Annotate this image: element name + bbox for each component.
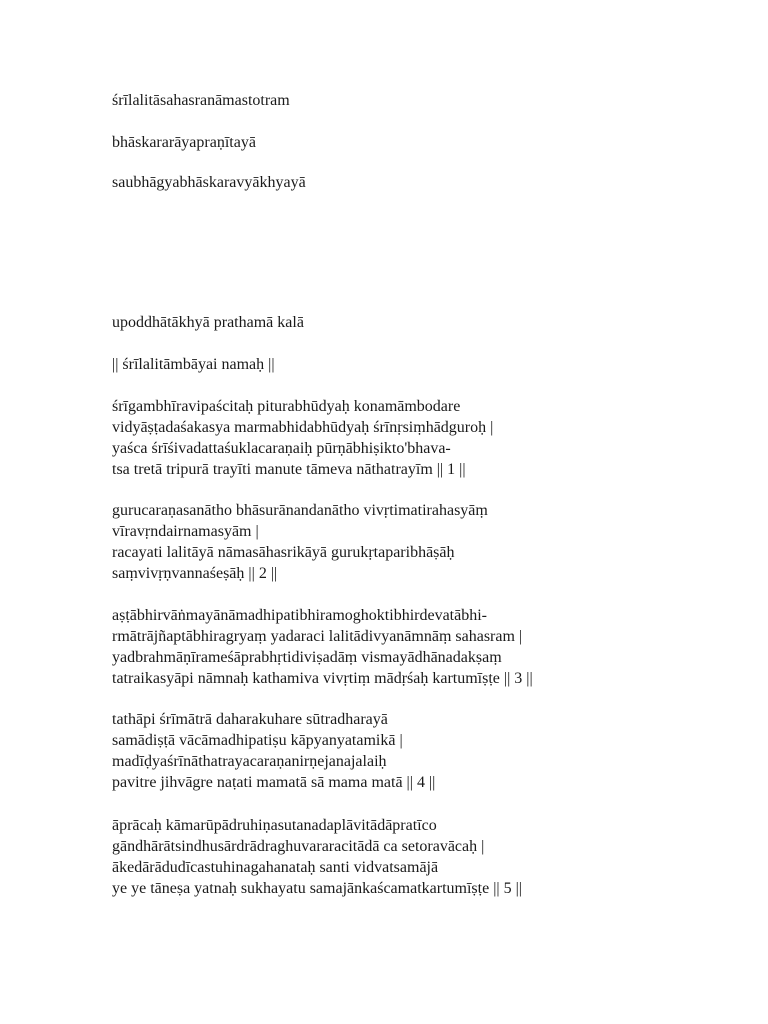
commentary-line bbox=[112, 172, 732, 193]
verse-2 bbox=[112, 500, 732, 584]
verse-line: gurucaraṇasanātho bhāsurānandanātho vivṛtimatirahasyāṃ bbox=[112, 502, 488, 519]
verse-line: yadbrahmāṇīrameśāprabhṛtidiviṣadāṃ vismayādhānadakṣaṃ bbox=[112, 649, 502, 666]
title-line: saubhāgyabhāskaravyākhyayā bbox=[112, 174, 306, 191]
verse-line: ākedārādudīcastuhinagahanataḥ santi vidvatsamājā bbox=[112, 859, 439, 876]
verse-line: tsa tretā tripurā trayīti manute tāmeva nāthatrayīm || 1 || bbox=[112, 461, 466, 478]
verse-line: samādiṣṭā vācāmadhipatiṣu kāpyanyatamikā | bbox=[112, 732, 403, 749]
author-line bbox=[112, 132, 732, 153]
verse-line: pavitre jihvāgre naṭati mamatā sā mama matā || 4 || bbox=[112, 774, 436, 791]
verse-line: ye ye tāneṣa yatnaḥ sukhayatu samajānkaścamatkartumīṣṭe || 5 || bbox=[112, 880, 522, 897]
document-title bbox=[112, 90, 732, 111]
section-heading-text: upoddhātākhyā prathamā kalā bbox=[112, 314, 304, 331]
verse-line: saṃvivṛṇvannaśeṣāḥ || 2 || bbox=[112, 565, 278, 582]
invocation bbox=[112, 354, 732, 375]
verse-line: tathāpi śrīmātrā daharakuhare sūtradharayā bbox=[112, 711, 388, 728]
verse-line: yaśca śrīśivadattaśuklacaraṇaiḥ pūrṇābhiṣikto'bhava- bbox=[112, 440, 451, 457]
verse-line: vīravṛndairnamasyām | bbox=[112, 523, 259, 540]
section-heading bbox=[112, 312, 732, 333]
verse-1 bbox=[112, 396, 732, 480]
verse-4 bbox=[112, 709, 732, 793]
verse-line: śrīgambhīravipaścitaḥ piturabhūdyaḥ konamāmbodare bbox=[112, 398, 461, 415]
verse-line: racayati lalitāyā nāmasāhasrikāyā gurukṛtaparibhāṣāḥ bbox=[112, 544, 455, 561]
title-line: śrīlalitāsahasranāmastotram bbox=[112, 92, 290, 109]
invocation-text: || śrīlalitāmbāyai namaḥ || bbox=[112, 356, 275, 373]
title-line: bhāskararāyapraṇītayā bbox=[112, 134, 256, 151]
verse-line: vidyāṣṭadaśakasya marmabhidabhūdyaḥ śrīnṛsiṃhādguroḥ | bbox=[112, 419, 494, 436]
verse-line: gāndhārātsindhusārdrādraghuvararacitādā ca setoravācaḥ | bbox=[112, 838, 485, 855]
verse-line: rmātrājñaptābhiragryaṃ yadaraci lalitādivyanāmnāṃ sahasram | bbox=[112, 628, 523, 645]
verse-line: aṣṭābhirvāṅmayānāmadhipatibhiramoghoktibhirdevatābhi- bbox=[112, 607, 487, 624]
verse-5 bbox=[112, 815, 732, 899]
verse-line: madīḍyaśrīnāthatrayacaraṇanirṇejanajalaiḥ bbox=[112, 753, 387, 770]
verse-line: āprācaḥ kāmarūpādruhiṇasutanadaplāvitādāpratīco bbox=[112, 817, 437, 834]
verse-3 bbox=[112, 605, 732, 689]
verse-line: tatraikasyāpi nāmnaḥ kathamiva vivṛtiṃ mādṛśaḥ kartumīṣṭe || 3 || bbox=[112, 670, 533, 687]
